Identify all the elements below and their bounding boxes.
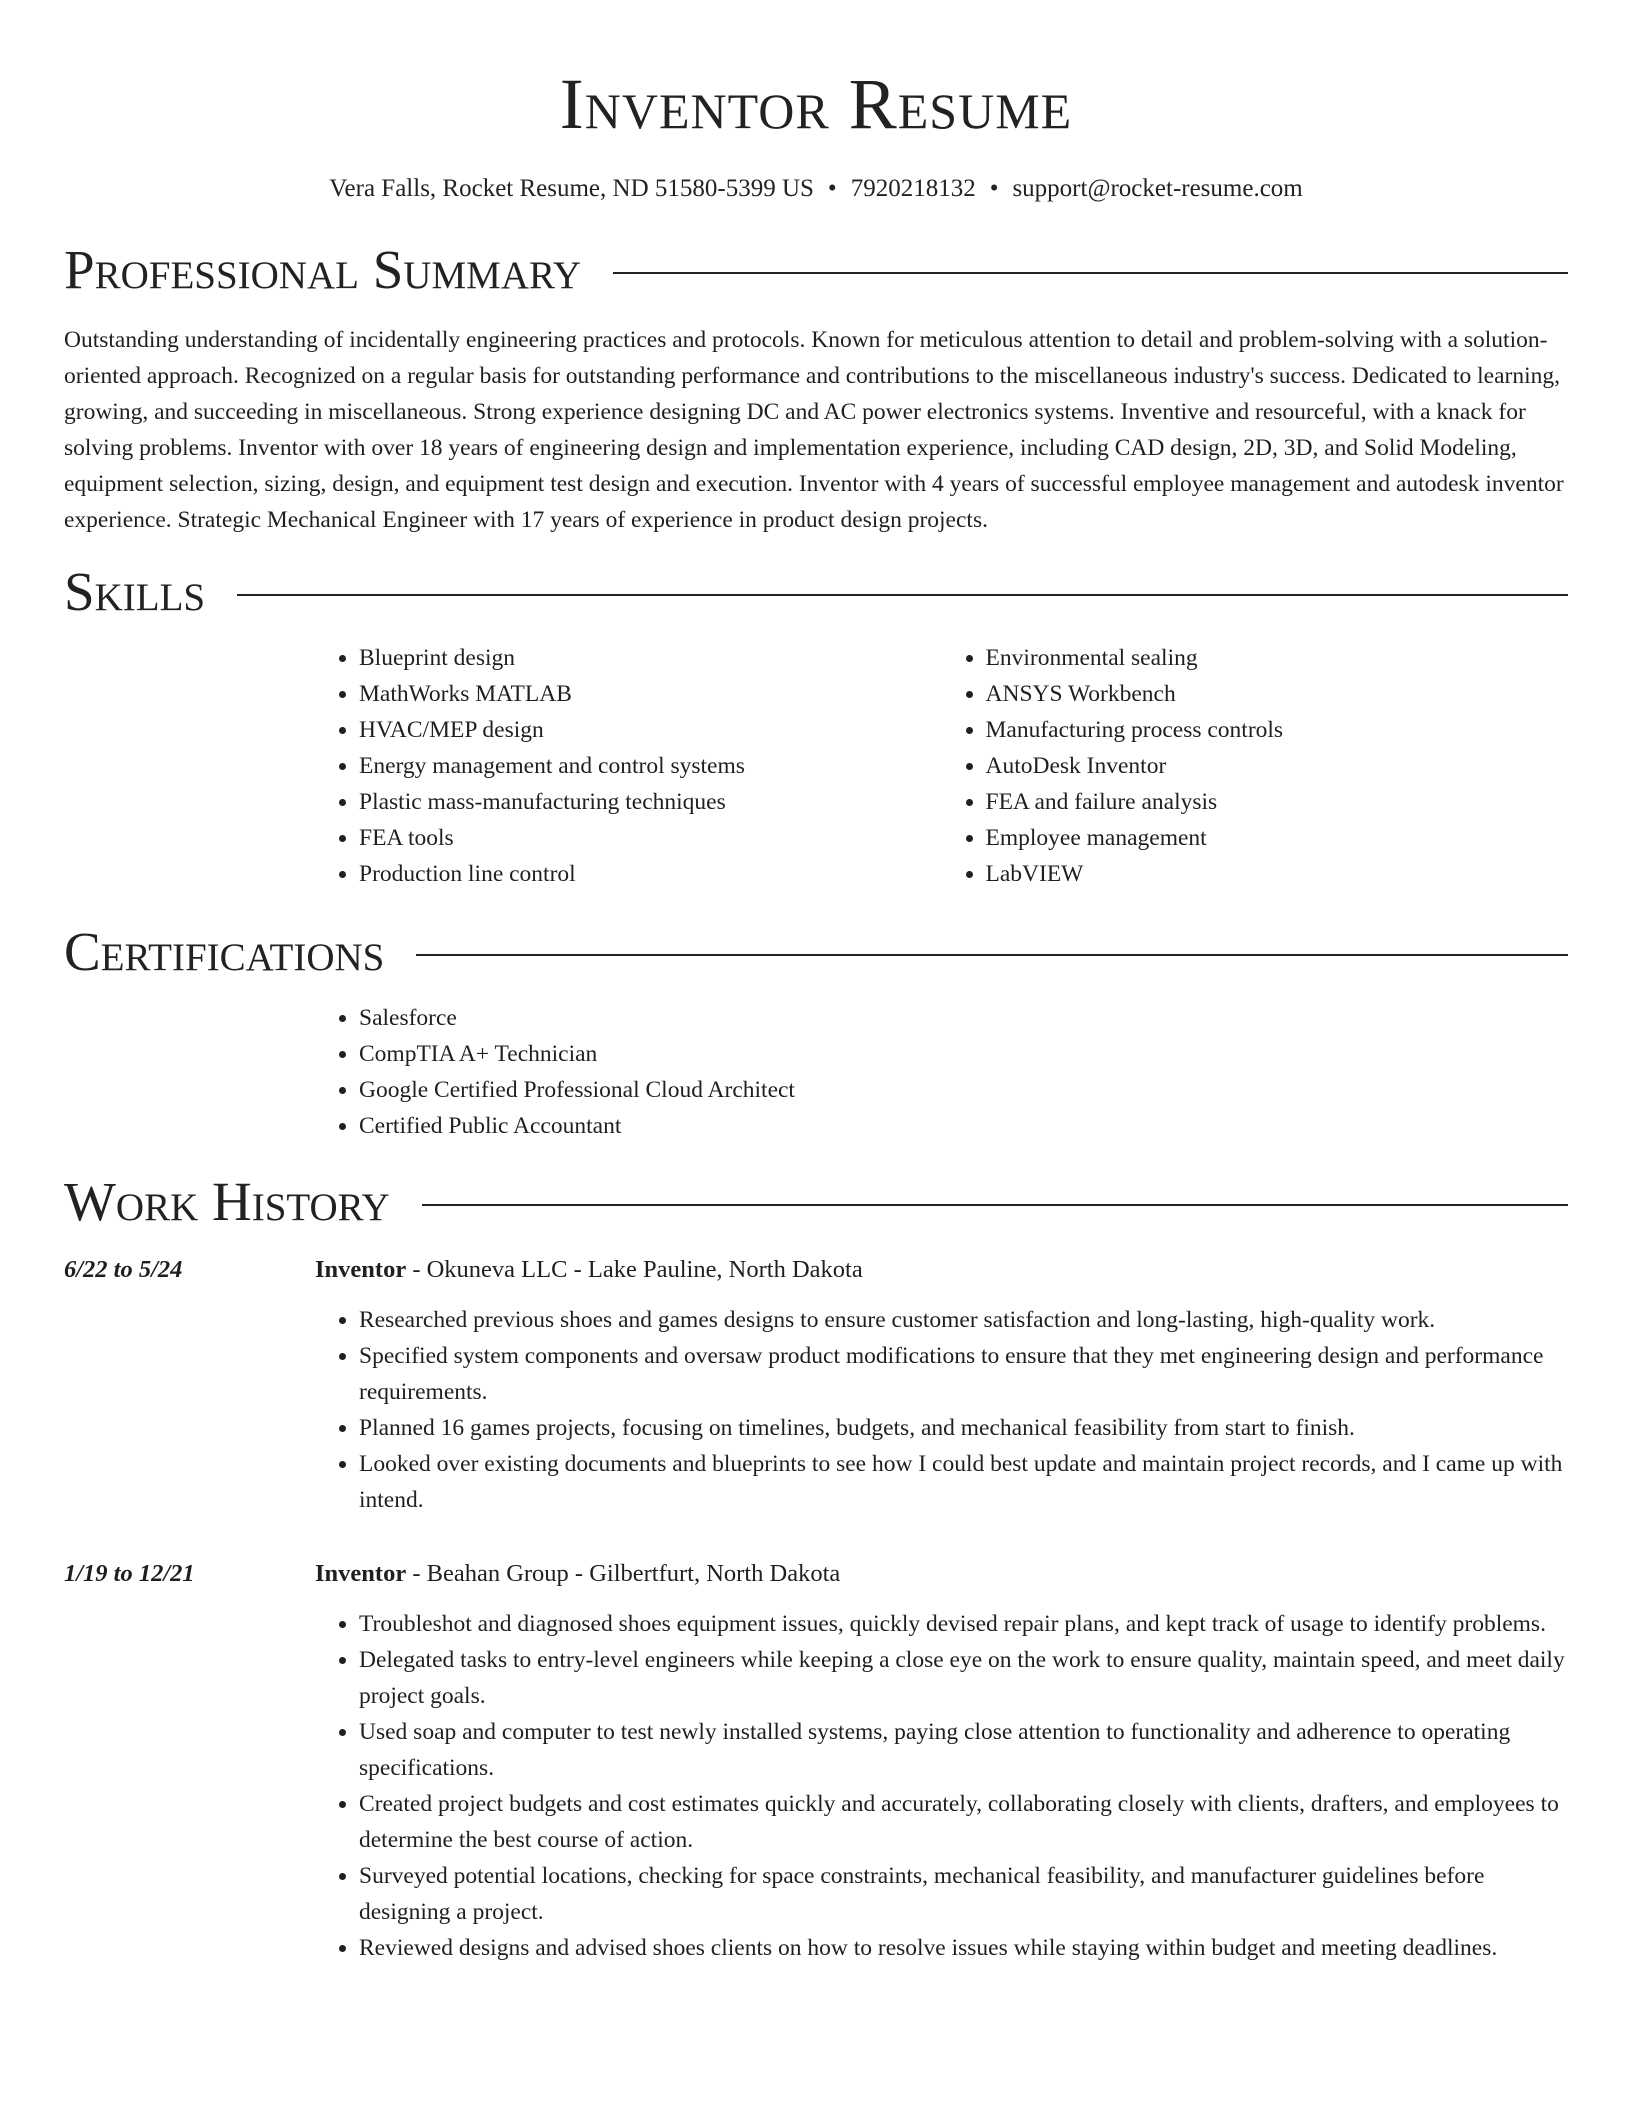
contact-line — [64, 174, 1568, 204]
skill-item: • Employee management — [986, 820, 1569, 856]
job-title: Inventor — [315, 1256, 407, 1283]
job-bullet: • Troubleshot and diagnosed shoes equipment issues, quickly devised repair plans, and kept track of usage to identify problems. — [359, 1606, 1568, 1642]
skill-item: • LabVIEW — [986, 856, 1569, 892]
section-title-certifications: Certifications — [64, 921, 385, 982]
job-heading — [315, 1556, 840, 1592]
section-header-work-history — [64, 1170, 1568, 1234]
section-divider — [613, 272, 1568, 274]
job-title: Inventor — [315, 1560, 407, 1587]
section-header-skills — [64, 560, 1568, 624]
skill-item: • Environmental sealing — [986, 640, 1569, 676]
skill-item: • FEA tools — [359, 820, 942, 856]
contact-separator: • — [989, 175, 999, 202]
skill-item: • ANSYS Workbench — [986, 676, 1569, 712]
certification-item: • Certified Public Accountant — [359, 1108, 1568, 1144]
section-title-summary: Professional Summary — [64, 239, 582, 300]
job-employer: - Okuneva LLC - Lake Pauline, North Dakota — [406, 1256, 863, 1283]
section-divider — [416, 954, 1568, 956]
section-title-work-history: Work History — [64, 1171, 390, 1232]
job-bullet: • Researched previous shoes and games designs to ensure customer satisfaction and long-lasting, high-quality work. — [359, 1302, 1568, 1338]
job-bullets — [315, 1302, 1568, 1518]
job-bullet: • Reviewed designs and advised shoes clients on how to resolve issues while staying within budget and meeting deadlines. — [359, 1930, 1568, 1966]
skill-item: • Blueprint design — [359, 640, 942, 676]
certifications-list — [315, 1000, 1568, 1144]
skill-item: • Energy management and control systems — [359, 748, 942, 784]
job-bullet: • Looked over existing documents and blueprints to see how I could best update and maintain project records, and I came up with intend. — [359, 1446, 1568, 1518]
job-header — [64, 1556, 1568, 1592]
resume-page — [64, 0, 1568, 1966]
contact-address: Vera Falls, Rocket Resume, ND 51580-5399 US — [329, 175, 814, 202]
skill-item: • Manufacturing process controls — [986, 712, 1569, 748]
resume-title: Inventor Resume — [559, 64, 1073, 144]
section-title-skills: Skills — [64, 561, 206, 622]
job-dates: 6/22 to 5/24 — [64, 1256, 183, 1283]
contact-phone: 7920218132 — [850, 175, 976, 202]
skills-columns — [315, 640, 1568, 892]
contact-separator: • — [827, 175, 837, 202]
skill-item: • MathWorks MATLAB — [359, 676, 942, 712]
certification-item: • Google Certified Professional Cloud Architect — [359, 1072, 1568, 1108]
job-bullet: • Planned 16 games projects, focusing on timelines, budgets, and mechanical feasibility from start to finish. — [359, 1410, 1568, 1446]
job-bullet: • Created project budgets and cost estimates quickly and accurately, collaborating closely with clients, drafters, and employees to determine the best course of action. — [359, 1786, 1568, 1858]
summary-paragraph: Outstanding understanding of incidentally engineering practices and protocols. Known for meticulous attention to detail and problem-solving with a solution-oriented approach. Recognized on a regular basis for outstanding performance and contributions to the miscellaneous industry's success. Dedicated to learning, growing, and succeeding in miscellaneous. Strong experience designing DC and AC power electronics systems. Inventive and resourceful, with a knack for solving problems. Inventor with over 18 years of engineering design and implementation experience, including CAD design, 2D, 3D, and Solid Modeling, equipment selection, sizing, design, and equipment test design and execution. Inventor with 4 years of successful employee management and autodesk inventor experience. Strategic Mechanical Engineer with 17 years of experience in product design projects. — [64, 327, 1564, 533]
skill-item: • Plastic mass-manufacturing techniques — [359, 784, 942, 820]
job-dates: 1/19 to 12/21 — [64, 1560, 195, 1587]
job-entry — [64, 1252, 1568, 1518]
job-header — [64, 1252, 1568, 1288]
skill-item: • HVAC/MEP design — [359, 712, 942, 748]
skill-item: • Production line control — [359, 856, 942, 892]
certification-item: • CompTIA A+ Technician — [359, 1036, 1568, 1072]
skills-list-right — [942, 640, 1569, 892]
job-entry — [64, 1556, 1568, 1966]
section-divider — [237, 594, 1568, 596]
job-bullet: • Used soap and computer to test newly installed systems, paying close attention to functionality and adherence to operating specifications. — [359, 1714, 1568, 1786]
skill-item: • FEA and failure analysis — [986, 784, 1569, 820]
job-employer: - Beahan Group - Gilbertfurt, North Dakota — [406, 1560, 841, 1587]
section-header-certifications — [64, 920, 1568, 984]
skills-list-left — [315, 640, 942, 892]
job-bullet: • Delegated tasks to entry-level engineers while keeping a close eye on the work to ensure quality, maintain speed, and meet daily project goals. — [359, 1642, 1568, 1714]
job-bullets — [315, 1606, 1568, 1966]
section-divider — [422, 1204, 1568, 1206]
section-header-summary — [64, 238, 1568, 302]
job-heading — [315, 1252, 863, 1288]
job-bullet: • Specified system components and oversaw product modifications to ensure that they met engineering design and performance requirements. — [359, 1338, 1568, 1410]
skill-item: • AutoDesk Inventor — [986, 748, 1569, 784]
job-bullet: • Surveyed potential locations, checking for space constraints, mechanical feasibility, and manufacturer guidelines before designing a project. — [359, 1858, 1568, 1930]
certification-item: • Salesforce — [359, 1000, 1568, 1036]
contact-email: support@rocket-resume.com — [1012, 175, 1303, 202]
